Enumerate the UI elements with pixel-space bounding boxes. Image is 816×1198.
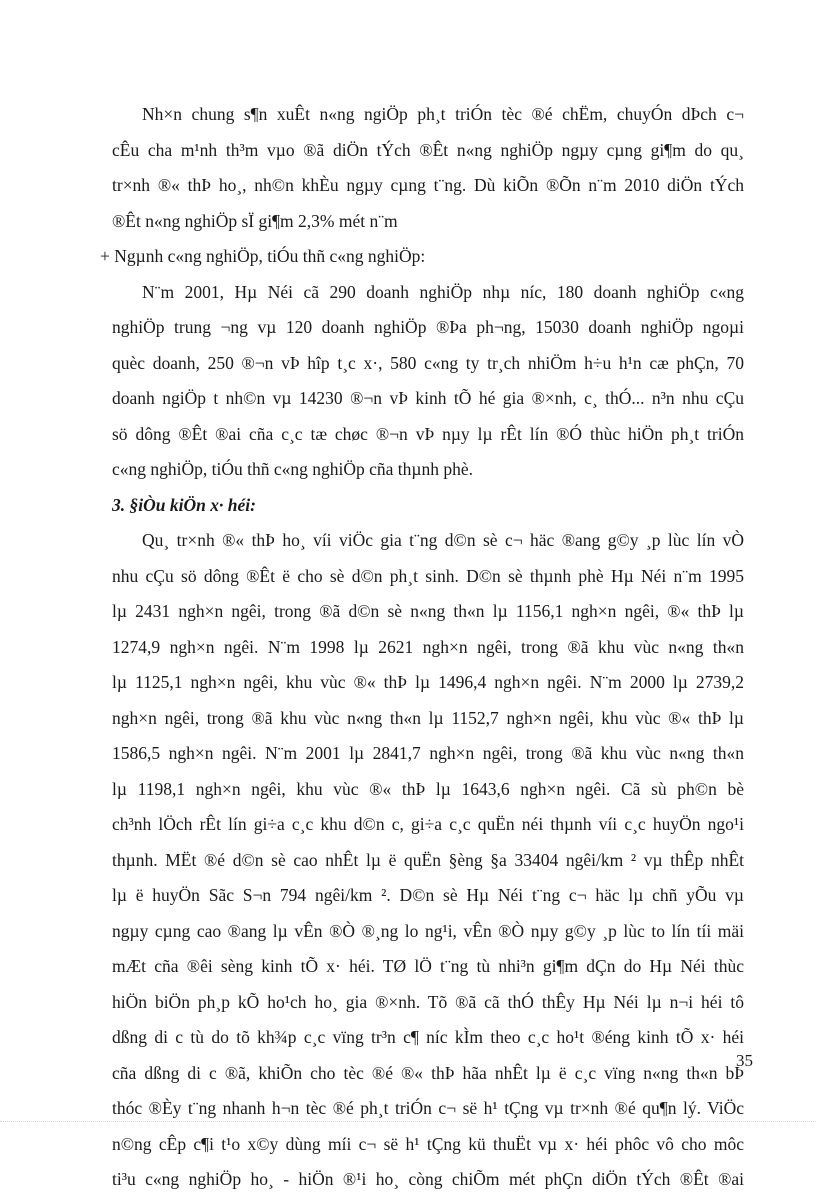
text-line: 1274,9 ngh×n ngêi. N¨m 1998 lµ 2621 ngh×n ngêi, trong ®ã khu vùc n«ng th«n [112,636,744,657]
text-line: cña dßng di c ®ã, khiÕn cho tèc ®é ®« thÞ hãa nhÊt lµ ë c¸c vïng n«ng th«n bÞ [112,1062,744,1083]
text-line: hiÖn biÖn ph¸p kÕ ho¹ch ho¸ gia ®×nh. Tõ ®ã cã thÓ thÊy Hµ Néi lµ n¬i héi tô [112,991,744,1012]
text-line: lµ 2431 ngh×n ngêi, trong ®ã d©n sè n«ng th«n lµ 1156,1 ngh×n ngêi, ®« thÞ lµ [112,601,744,621]
text-line: thµnh. MËt ®é d©n sè cao nhÊt lµ ë quËn §èng §a 33404 ngêi/km ² vµ thÊp nhÊt [112,849,744,870]
text-line: Qu¸ tr×nh ®« thÞ ho¸ víi viÖc gia t¨ng d©n sè c¬ häc ®ang g©y ¸p lùc lín vÒ [142,530,744,550]
text-line: cÊu cha m¹nh th³m vµo ®ã diÖn tÝch ®Êt n«ng nghiÖp ngµy cµng gi¶m do qu¸ [112,139,744,160]
text-line: lµ 1198,1 ngh×n ngêi, khu vùc ®« thÞ lµ 1643,6 ngh×n ngêi. Cã sù ph©n bè [112,778,744,799]
text-line: nghiÖp trung ¬ng vµ 120 doanh nghiÖp ®Þa ph¬ng, 15030 doanh nghiÖp ngoµi [112,317,744,337]
text-line: ngh×n ngêi, trong ®ã khu vùc n«ng th«n lµ 1152,7 ngh×n ngêi, khu vùc ®« thÞ lµ [112,707,744,728]
page-number: 35 [736,1051,753,1070]
text-line: thóc ®Èy t¨ng nhanh h¬n tèc ®é ph¸t triÓn c¬ së h¹ tÇng vµ tr×nh ®é qu¶n lý. ViÖc [112,1098,744,1118]
page-bottom-border [0,1121,816,1122]
section-heading: 3. §iÒu kiÖn x· héi: [112,494,256,515]
text-line: ti³u c«ng nghiÖp ho¸ - hiÖn ®¹i ho¸ còng chiÕm mét phÇn diÖn tÝch ®Êt ®ai [112,1169,744,1189]
text-line: + Ngµnh c«ng nghiÖp, tiÓu thñ c«ng nghiÖp: [100,246,426,266]
text-line: 1586,5 ngh×n ngêi. N¨m 2001 lµ 2841,7 ngh×n ngêi, trong ®ã khu vùc n«ng th«n [112,743,744,763]
text-line: sö dông ®Êt ®ai cña c¸c tæ chøc ®¬n vÞ nµy lµ rÊt lín ®Ó thùc hiÖn ph¸t triÓn [112,423,744,444]
text-line: nhu cÇu sö dông ®Êt ë cho sè d©n ph¸t sinh. D©n sè thµnh phè Hµ Néi n¨m 1995 [112,565,744,586]
text-line: c«ng nghiÖp, tiÓu thñ c«ng nghiÖp cña thµnh phè. [112,459,474,479]
body-text [100,97,744,1198]
text-line: Nh×n chung s¶n xuÊt n«ng ngiÖp ph¸t triÓn tèc ®é chËm, chuyÓn dÞch c¬ [142,104,744,124]
text-line: quèc doanh, 250 ®¬n vÞ hîp t¸c x·, 580 c«ng ty tr¸ch nhiÖm h÷u h¹n cæ phÇn, 70 [112,352,744,373]
text-line: ngµy cµng cao ®ang lµ vÊn ®Ò ®¸ng lo ng¹i, vÊn ®Ò nµy g©y ¸p lùc to lín tíi mäi [112,920,744,941]
text-line: lµ 1125,1 ngh×n ngêi, khu vùc ®« thÞ lµ 1496,4 ngh×n ngêi. N¨m 2000 lµ 2739,2 [112,672,744,692]
text-line: dßng di c tù do tõ kh¾p c¸c vïng tr³n c¶ níc kÌm theo c¸c ho¹t ®éng kinh tÕ x· héi [112,1027,744,1047]
text-line: n©ng cÊp c¶i t¹o x©y dùng míi c¬ së h¹ tÇng kü thuËt vµ x· héi phôc vô cho môc [112,1133,744,1154]
text-line: tr×nh ®« thÞ ho¸, nh©n khÈu ngµy cµng t¨ng. Dù kiÕn ®Õn n¨m 2010 diÖn tÝch [112,175,744,195]
text-line: ®Êt n«ng nghiÖp sÏ gi¶m 2,3% mét n¨m [112,210,398,231]
text-line: doanh ngiÖp t nh©n vµ 14230 ®¬n vÞ kinh tÕ hé gia ®×nh, c¸ thÓ... n³n nhu cÇu [112,388,744,408]
text-line: ch³nh lÖch rÊt lín gi÷a c¸c khu d©n c, gi÷a c¸c quËn néi thµnh víi c¸c huyÖn ngo¹i [112,814,744,834]
text-line: mÆt cña ®êi sèng kinh tÕ x· héi. TØ lÖ t¨ng tù nhi³n gi¶m dÇn do Hµ Néi thùc [112,956,744,976]
text-line: N¨m 2001, Hµ Néi cã 290 doanh nghiÖp nhµ níc, 180 doanh nghiÖp c«ng [142,281,744,302]
text-line: lµ ë huyÖn Sãc S¬n 794 ngêi/km ². D©n sè Hµ Néi t¨ng c¬ häc lµ chñ yÕu vµ [112,885,744,905]
